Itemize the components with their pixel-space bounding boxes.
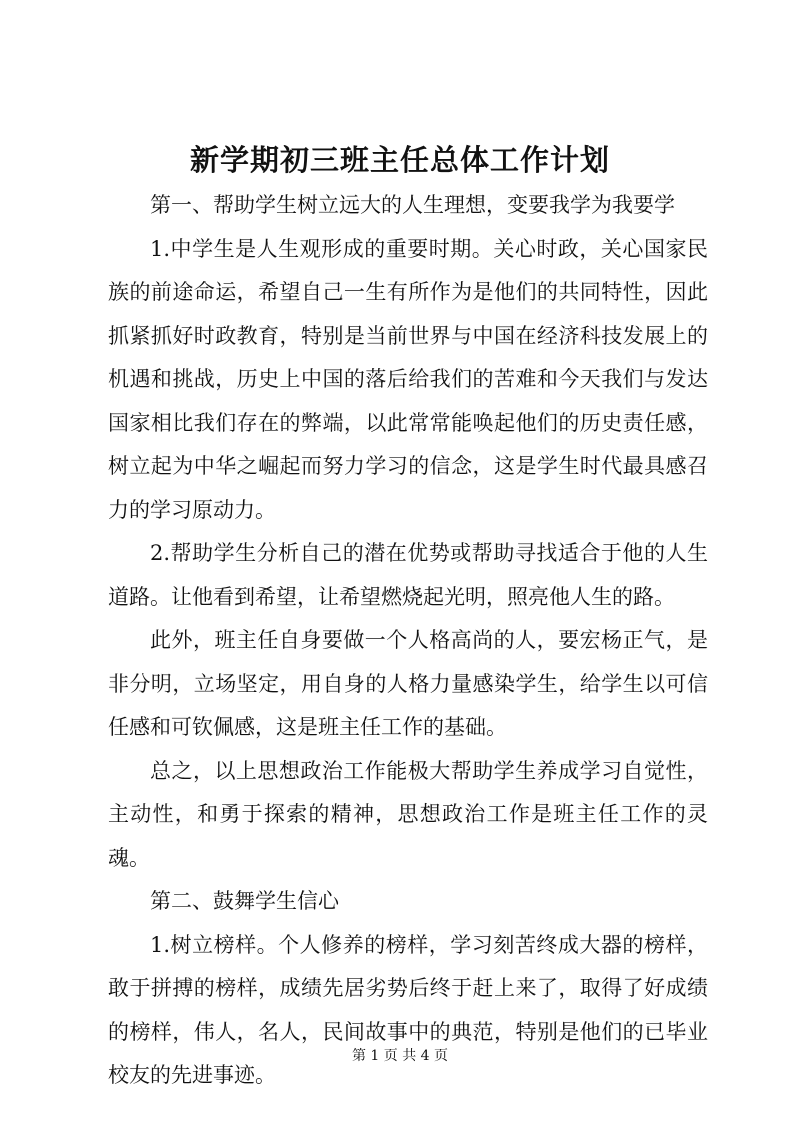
- paragraph-summary: 总之，以上思想政治工作能极大帮助学生养成学习自觉性，主动性，和勇于探索的精神，思想政治工作是班主任工作的灵魂。: [108, 758, 708, 870]
- paragraph-section-one-heading: 第一、帮助学生树立远大的人生理想，变要我学为我要学: [150, 193, 675, 217]
- paragraph-item-1: 1.中学生是人生观形成的重要时期。关心时政，关心国家民族的前途命运，希望自己一生有所作为是他们的共同特性，因此抓紧抓好时政教育，特别是当前世界与中国在经济科技发展上的机遇和挑战，历史上中国的落后给我们的苦难和今天我们与发达国家相比我们存在的弊端，以此常常能唤起他们的历史责任感，树立起为中华之崛起而努力学习的信念，这是学生时代最具感召力的学习原动力。: [108, 236, 708, 522]
- paragraph-additionally: 此外，班主任自身要做一个人格高尚的人，要宏杨正气，是非分明，立场坚定，用自身的人格力量感染学生，给学生以可信任感和可钦佩感，这是班主任工作的基础。: [108, 628, 708, 739]
- page-footer: 第 1 页 共 4 页: [351, 1048, 449, 1064]
- document-body: [108, 184, 708, 1098]
- document-title: 新学期初三班主任总体工作计划: [189, 143, 610, 177]
- paragraph-role-models: 1.树立榜样。个人修养的榜样，学习刻苦终成大器的榜样，敢于拼搏的榜样，成绩先居劣势后终于赶上来了，取得了好成绩的榜样，伟人，名人，民间故事中的典范，特别是他们的已毕业校友的先进事迹。: [108, 932, 708, 1087]
- paragraph-section-two-heading: 第二、鼓舞学生信心: [150, 889, 339, 913]
- paragraph-item-2: 2.帮助学生分析自己的潜在优势或帮助寻找适合于他的人生道路。让他看到希望，让希望燃烧起光明，照亮他人生的路。: [108, 541, 708, 609]
